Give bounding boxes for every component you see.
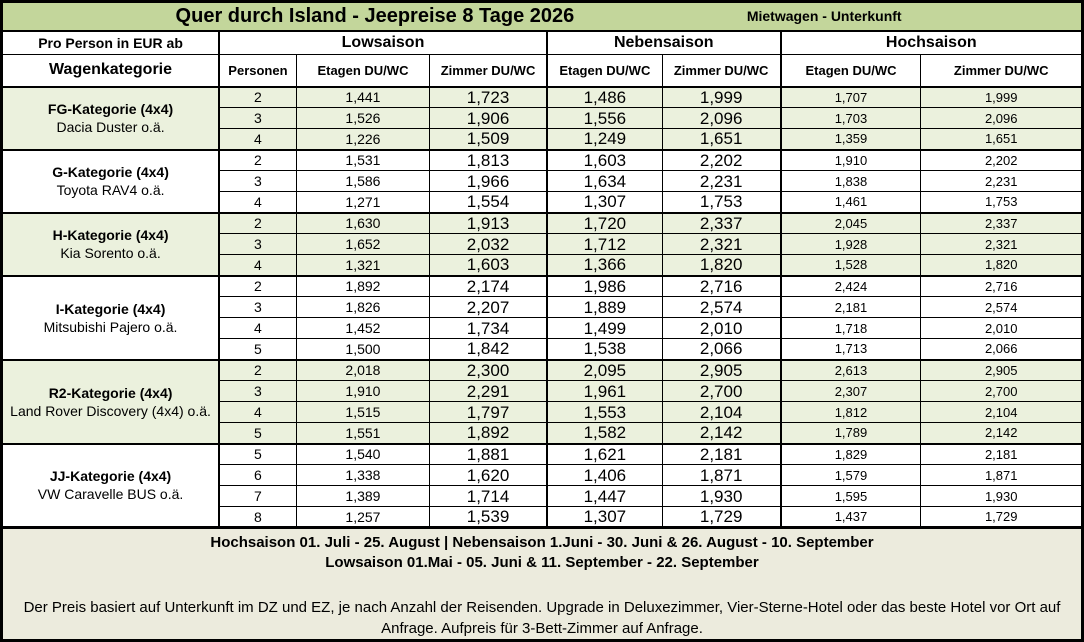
- price-cell: 1,630: [296, 213, 429, 234]
- price-cell: 1,307: [547, 192, 662, 213]
- page-title: Quer durch Island - Jeepreise 8 Tage 2026: [175, 4, 575, 27]
- price-cell: 2,300: [430, 360, 547, 381]
- category-name: I-Kategorie (4x4): [55, 300, 166, 317]
- hoch-zimmer-header: Zimmer DU/WC: [921, 55, 1083, 87]
- price-cell: 1,713: [781, 339, 921, 360]
- price-cell: 1,531: [296, 150, 429, 171]
- price-cell: 2,104: [662, 402, 780, 423]
- price-cell: 2,181: [921, 444, 1083, 465]
- personen-cell: 2: [219, 150, 296, 171]
- price-cell: 1,906: [430, 108, 547, 129]
- category-cell: [2, 360, 220, 444]
- category-model: Dacia Duster o.ä.: [56, 119, 165, 135]
- price-cell: 1,842: [430, 339, 547, 360]
- price-cell: 1,307: [547, 507, 662, 528]
- price-cell: 1,712: [547, 234, 662, 255]
- personen-cell: 2: [219, 87, 296, 108]
- category-model: Kia Sorento o.ä.: [60, 245, 161, 261]
- price-cell: 1,930: [662, 486, 780, 507]
- price-cell: 1,930: [921, 486, 1083, 507]
- personen-cell: 7: [219, 486, 296, 507]
- price-cell: 1,892: [296, 276, 429, 297]
- price-cell: 2,096: [662, 108, 780, 129]
- personen-cell: 2: [219, 276, 296, 297]
- price-cell: 2,574: [662, 297, 780, 318]
- price-cell: 1,452: [296, 318, 429, 339]
- category-model: Land Rover Discovery (4x4) o.ä.: [10, 402, 211, 419]
- price-cell: 2,207: [430, 297, 547, 318]
- price-cell: 1,871: [662, 465, 780, 486]
- price-cell: 1,753: [921, 192, 1083, 213]
- footer-row: [2, 528, 1083, 641]
- price-cell: 1,257: [296, 507, 429, 528]
- price-cell: 2,337: [662, 213, 780, 234]
- price-cell: 1,509: [430, 129, 547, 150]
- price-cell: 1,999: [921, 87, 1083, 108]
- category-model: VW Caravelle BUS o.ä.: [37, 486, 184, 503]
- price-cell: 1,813: [430, 150, 547, 171]
- category-name: H-Kategorie (4x4): [52, 227, 169, 243]
- price-cell: 1,720: [547, 213, 662, 234]
- price-cell: 1,889: [547, 297, 662, 318]
- price-cell: 1,359: [781, 129, 921, 150]
- price-cell: 2,066: [921, 339, 1083, 360]
- wagenkategorie-header: Wagenkategorie: [2, 55, 220, 87]
- personen-cell: 6: [219, 465, 296, 486]
- category-model: Toyota RAV4 o.ä.: [56, 182, 165, 198]
- price-cell: 1,881: [430, 444, 547, 465]
- price-cell: 1,603: [547, 150, 662, 171]
- price-cell: 1,820: [662, 255, 780, 276]
- price-cell: 1,620: [430, 465, 547, 486]
- category-cell: [2, 276, 220, 360]
- personen-header: Personen: [219, 55, 296, 87]
- low-zimmer-header: Zimmer DU/WC: [430, 55, 547, 87]
- price-cell: 1,928: [781, 234, 921, 255]
- price-cell: 2,096: [921, 108, 1083, 129]
- price-cell: 1,892: [430, 423, 547, 444]
- personen-cell: 3: [219, 297, 296, 318]
- price-cell: 1,621: [547, 444, 662, 465]
- price-cell: 1,966: [430, 171, 547, 192]
- category-name: FG-Kategorie (4x4): [47, 101, 174, 117]
- category-cell: [2, 87, 220, 150]
- price-cell: 1,826: [296, 297, 429, 318]
- personen-cell: 3: [219, 234, 296, 255]
- low-etagen-header: Etagen DU/WC: [296, 55, 429, 87]
- category-cell: [2, 444, 220, 528]
- price-cell: 2,181: [781, 297, 921, 318]
- price-cell: 1,797: [430, 402, 547, 423]
- personen-cell: 5: [219, 444, 296, 465]
- price-cell: 1,528: [781, 255, 921, 276]
- price-cell: 2,307: [781, 381, 921, 402]
- price-cell: 2,104: [921, 402, 1083, 423]
- price-cell: 1,838: [781, 171, 921, 192]
- price-cell: 1,447: [547, 486, 662, 507]
- price-cell: 1,703: [781, 108, 921, 129]
- price-cell: 1,999: [662, 87, 780, 108]
- price-cell: 1,603: [430, 255, 547, 276]
- price-cell: 1,486: [547, 87, 662, 108]
- price-cell: 2,231: [662, 171, 780, 192]
- price-cell: 2,905: [662, 360, 780, 381]
- price-cell: 1,986: [547, 276, 662, 297]
- price-cell: 1,366: [547, 255, 662, 276]
- price-cell: 1,634: [547, 171, 662, 192]
- price-cell: 1,651: [921, 129, 1083, 150]
- price-cell: 2,716: [662, 276, 780, 297]
- season-dates-line2: Lowsaison 01.Mai - 05. Juni & 11. September - 22. September: [325, 554, 759, 571]
- hoch-etagen-header: Etagen DU/WC: [781, 55, 921, 87]
- price-cell: 2,321: [921, 234, 1083, 255]
- price-cell: 2,095: [547, 360, 662, 381]
- price-row: [2, 150, 1083, 171]
- price-cell: 1,556: [547, 108, 662, 129]
- price-cell: 1,321: [296, 255, 429, 276]
- price-row: [2, 213, 1083, 234]
- price-cell: 1,789: [781, 423, 921, 444]
- price-cell: 1,651: [662, 129, 780, 150]
- price-cell: 1,499: [547, 318, 662, 339]
- price-cell: 1,540: [296, 444, 429, 465]
- price-cell: 1,729: [921, 507, 1083, 528]
- price-cell: 1,338: [296, 465, 429, 486]
- price-cell: 1,820: [921, 255, 1083, 276]
- personen-cell: 4: [219, 255, 296, 276]
- price-cell: 2,010: [662, 318, 780, 339]
- price-cell: 2,032: [430, 234, 547, 255]
- category-name: JJ-Kategorie (4x4): [49, 468, 172, 485]
- personen-cell: 4: [219, 318, 296, 339]
- price-cell: 2,202: [662, 150, 780, 171]
- price-row: [2, 444, 1083, 465]
- personen-cell: 4: [219, 129, 296, 150]
- price-note: Der Preis basiert auf Unterkunft im DZ und EZ, je nach Anzahl der Reisenden. Upgrade in Deluxezimmer, Vier-Sterne-Hotel oder das beste Hotel vor Ort auf Anfrage. Aufpreis für 3-Bett-Zimmer auf Anfrage.: [23, 599, 1061, 637]
- season-high-header: Hochsaison: [781, 31, 1083, 55]
- price-cell: 1,961: [547, 381, 662, 402]
- personen-cell: 3: [219, 171, 296, 192]
- price-cell: 1,910: [296, 381, 429, 402]
- price-cell: 1,389: [296, 486, 429, 507]
- personen-cell: 2: [219, 360, 296, 381]
- price-cell: 1,271: [296, 192, 429, 213]
- category-cell: [2, 150, 220, 213]
- price-cell: 1,437: [781, 507, 921, 528]
- price-cell: 1,595: [781, 486, 921, 507]
- price-cell: 1,526: [296, 108, 429, 129]
- price-cell: 1,707: [781, 87, 921, 108]
- category-name: G-Kategorie (4x4): [52, 164, 169, 180]
- price-cell: 1,579: [781, 465, 921, 486]
- column-header-row: [2, 55, 1083, 87]
- season-dates-line1: Hochsaison 01. Juli - 25. August | Nebensaison 1.Juni - 30. Juni & 26. August - 10. September: [210, 534, 874, 551]
- title-row: [2, 2, 1083, 31]
- page-subtitle: Mietwagen - Unterkunft: [746, 8, 902, 25]
- price-cell: 2,700: [921, 381, 1083, 402]
- price-cell: 1,718: [781, 318, 921, 339]
- price-cell: 1,554: [430, 192, 547, 213]
- price-cell: 1,829: [781, 444, 921, 465]
- price-cell: 2,010: [921, 318, 1083, 339]
- price-cell: 1,714: [430, 486, 547, 507]
- personen-cell: 5: [219, 339, 296, 360]
- category-cell: [2, 213, 220, 276]
- category-model: Mitsubishi Pajero o.ä.: [43, 318, 178, 335]
- price-cell: 1,461: [781, 192, 921, 213]
- season-mid-header: Nebensaison: [547, 31, 781, 55]
- price-cell: 1,871: [921, 465, 1083, 486]
- per-person-label: Pro Person in EUR ab: [2, 31, 220, 55]
- price-cell: 1,539: [430, 507, 547, 528]
- price-row: [2, 360, 1083, 381]
- season-low-header: Lowsaison: [219, 31, 547, 55]
- price-cell: 2,045: [781, 213, 921, 234]
- price-cell: 1,910: [781, 150, 921, 171]
- price-cell: 1,734: [430, 318, 547, 339]
- price-cell: 2,321: [662, 234, 780, 255]
- personen-cell: 8: [219, 507, 296, 528]
- personen-cell: 3: [219, 108, 296, 129]
- price-cell: 1,538: [547, 339, 662, 360]
- price-cell: 2,142: [921, 423, 1083, 444]
- price-cell: 2,574: [921, 297, 1083, 318]
- personen-cell: 4: [219, 192, 296, 213]
- price-cell: 2,291: [430, 381, 547, 402]
- price-cell: 1,406: [547, 465, 662, 486]
- price-cell: 2,905: [921, 360, 1083, 381]
- price-table-body: [2, 87, 1083, 528]
- price-cell: 1,226: [296, 129, 429, 150]
- price-cell: 1,812: [781, 402, 921, 423]
- personen-cell: 3: [219, 381, 296, 402]
- personen-cell: 5: [219, 423, 296, 444]
- price-cell: 1,652: [296, 234, 429, 255]
- price-row: [2, 276, 1083, 297]
- price-cell: 2,181: [662, 444, 780, 465]
- price-row: [2, 87, 1083, 108]
- price-cell: 2,337: [921, 213, 1083, 234]
- price-cell: 1,586: [296, 171, 429, 192]
- price-cell: 2,142: [662, 423, 780, 444]
- price-cell: 1,753: [662, 192, 780, 213]
- price-cell: 2,231: [921, 171, 1083, 192]
- price-cell: 2,424: [781, 276, 921, 297]
- price-cell: 1,723: [430, 87, 547, 108]
- title-band: [2, 2, 1083, 31]
- price-cell: 2,700: [662, 381, 780, 402]
- price-cell: 1,515: [296, 402, 429, 423]
- price-cell: 1,551: [296, 423, 429, 444]
- price-cell: 1,913: [430, 213, 547, 234]
- price-cell: 1,553: [547, 402, 662, 423]
- category-name: R2-Kategorie (4x4): [48, 384, 173, 401]
- price-cell: 1,441: [296, 87, 429, 108]
- personen-cell: 2: [219, 213, 296, 234]
- price-cell: 2,202: [921, 150, 1083, 171]
- price-cell: 2,174: [430, 276, 547, 297]
- price-cell: 1,249: [547, 129, 662, 150]
- neben-etagen-header: Etagen DU/WC: [547, 55, 662, 87]
- price-cell: 2,613: [781, 360, 921, 381]
- price-cell: 2,716: [921, 276, 1083, 297]
- season-header-row: [2, 31, 1083, 55]
- price-cell: 2,066: [662, 339, 780, 360]
- price-cell: 1,582: [547, 423, 662, 444]
- price-cell: 1,500: [296, 339, 429, 360]
- price-cell: 2,018: [296, 360, 429, 381]
- personen-cell: 4: [219, 402, 296, 423]
- footer-band: [2, 528, 1083, 641]
- price-cell: 1,729: [662, 507, 780, 528]
- neben-zimmer-header: Zimmer DU/WC: [662, 55, 780, 87]
